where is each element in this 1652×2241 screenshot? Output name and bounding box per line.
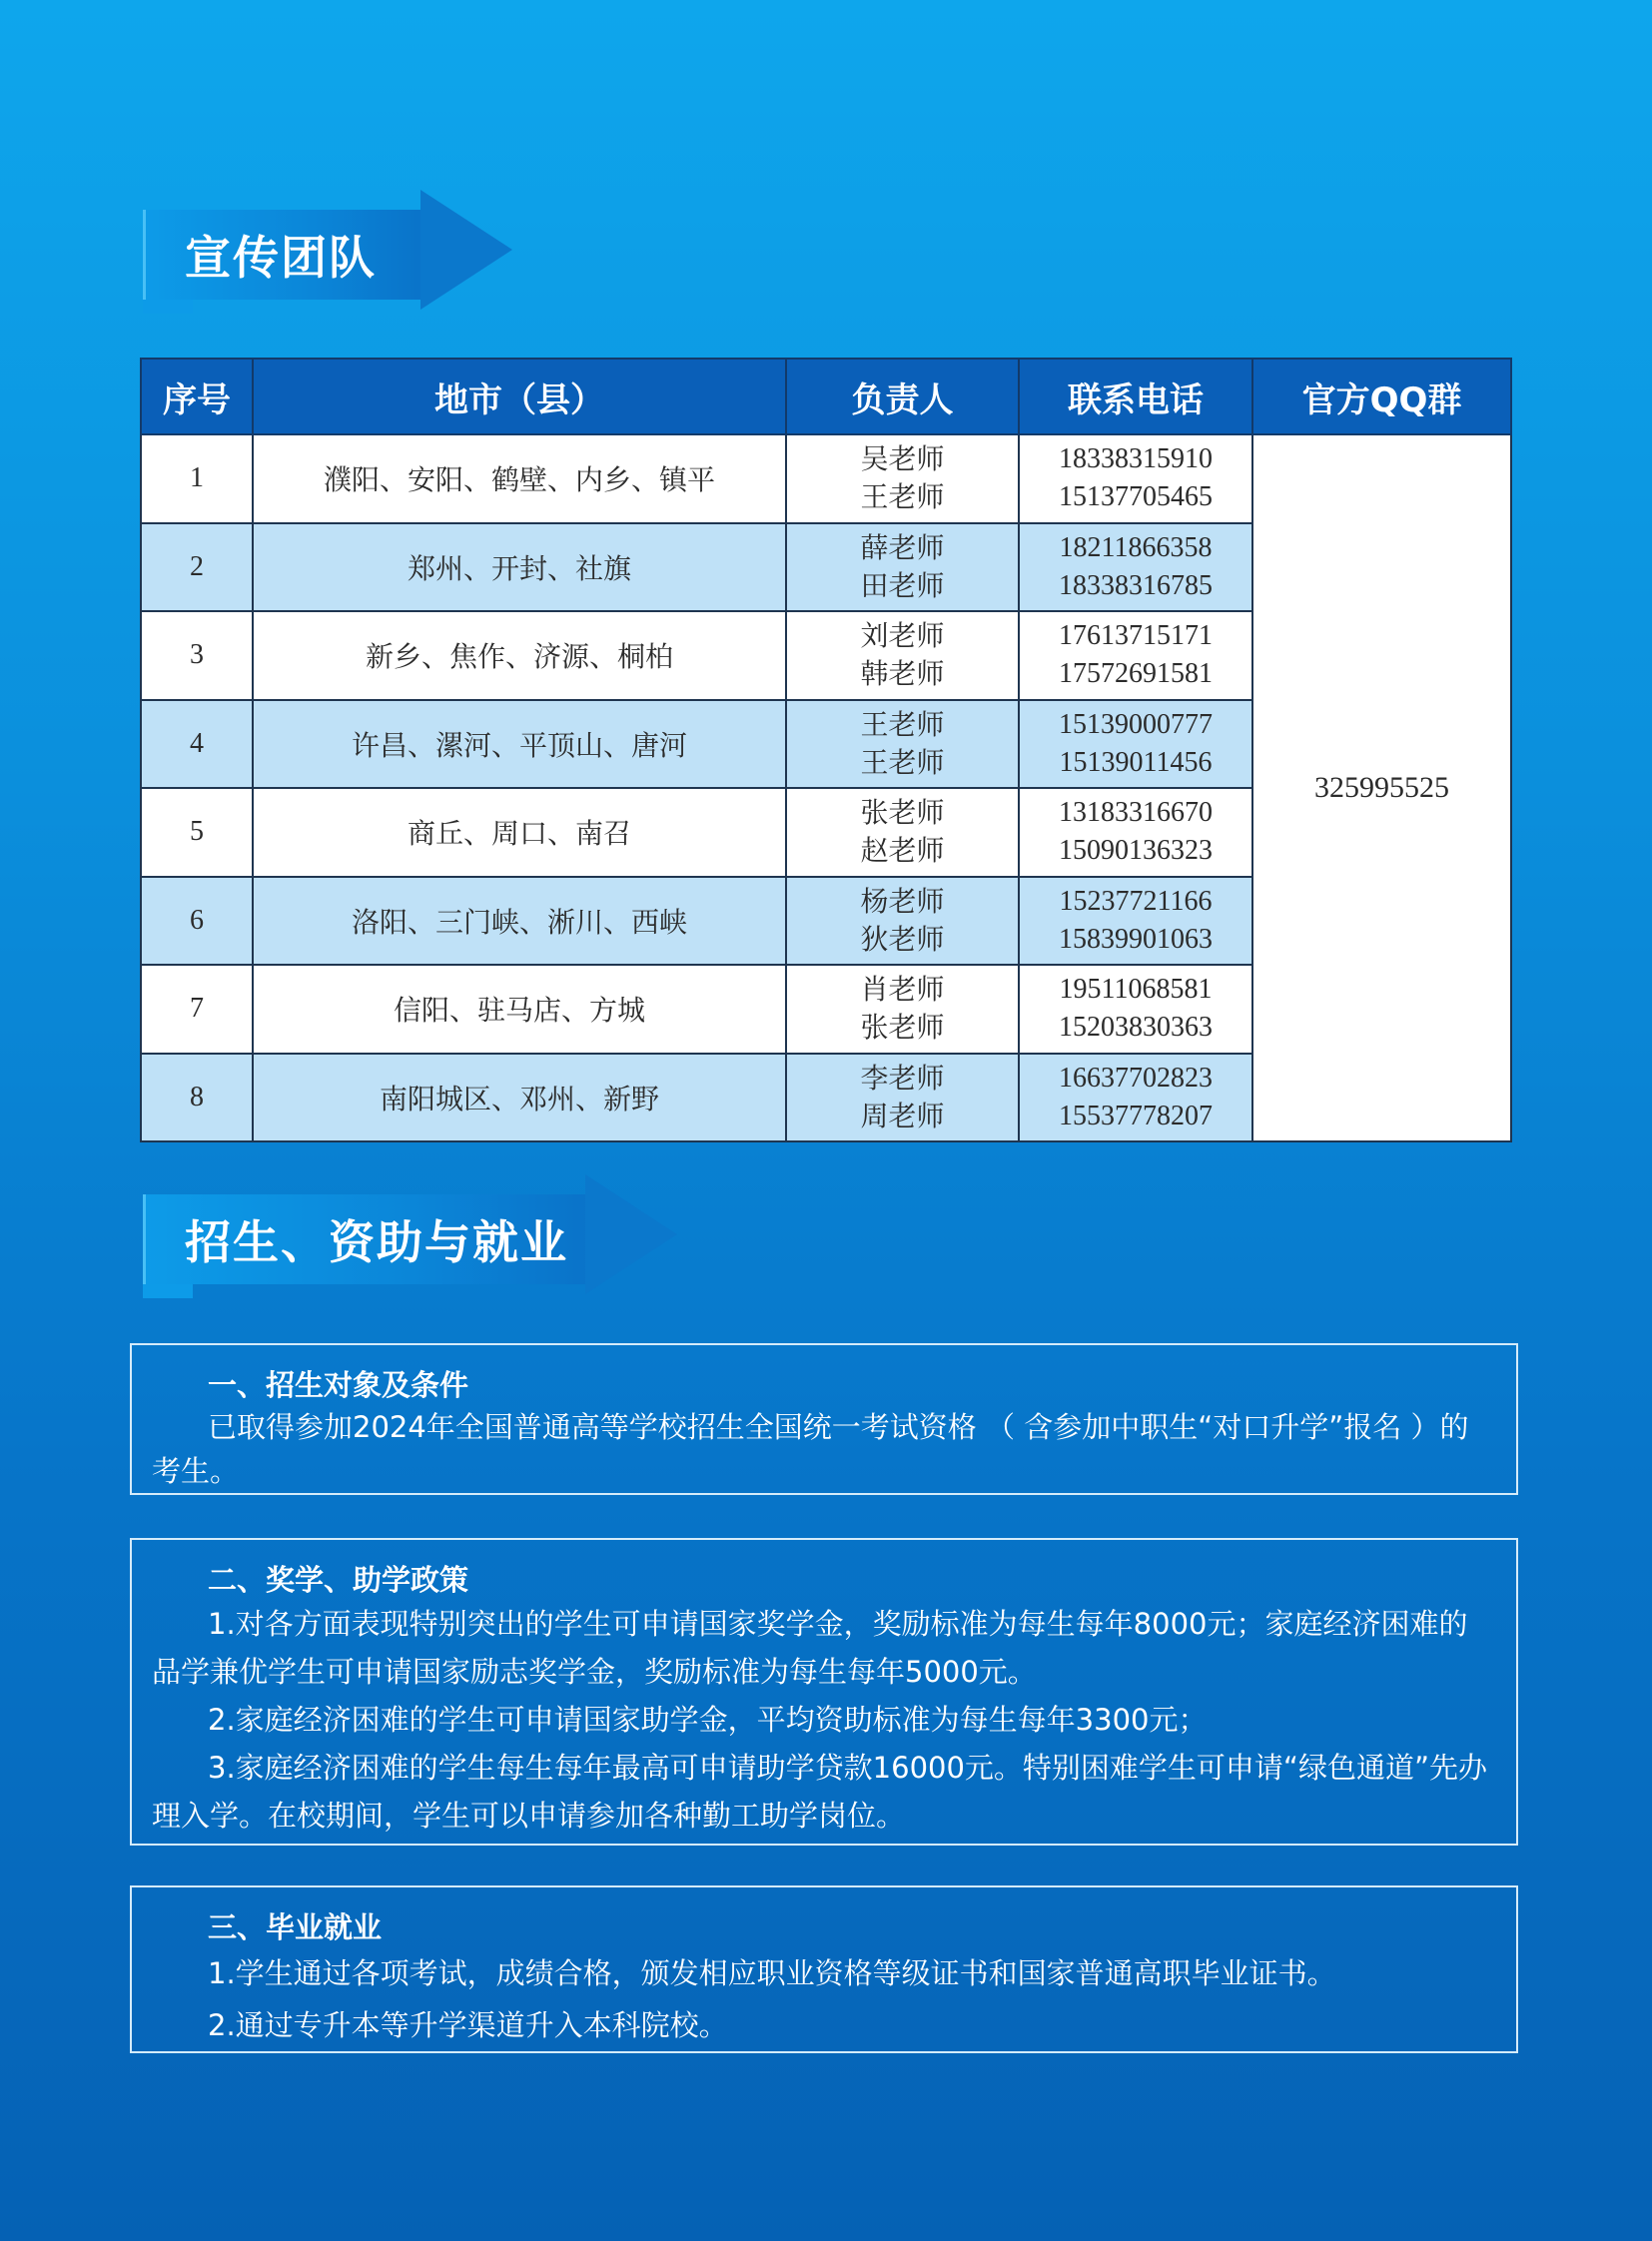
row-names	[786, 700, 1019, 789]
phone-number: 17572691581	[1059, 658, 1213, 690]
phone-number: 15237721166	[1059, 885, 1213, 917]
row-area: 新乡、焦作、济源、桐柏	[253, 611, 786, 700]
phone-number: 15203830363	[1059, 1012, 1213, 1044]
row-no: 7	[141, 965, 253, 1054]
table-header-row	[141, 359, 1511, 434]
enroll-title: 一、招生对象及条件	[208, 1368, 469, 1402]
contact-name: 薛老师	[860, 530, 945, 564]
header-no: 序号	[141, 359, 253, 434]
phone-number: 17613715171	[1059, 620, 1213, 652]
row-no: 3	[141, 611, 253, 700]
row-names	[786, 611, 1019, 700]
contact-name: 韩老师	[860, 657, 945, 691]
employ-title: 三、毕业就业	[208, 1910, 383, 1944]
contact-name: 狄老师	[860, 922, 945, 956]
employ-item: 2.通过专升本等升学渠道升入本科院校。	[208, 2008, 728, 2042]
row-no: 1	[141, 434, 253, 523]
section-title-team: 宣传团队	[185, 231, 377, 285]
aid-item: 2.家庭经济困难的学生可申请国家助学金，平均资助标准为每生每年3300元；	[208, 1703, 1208, 1737]
header-contact: 负责人	[786, 359, 1019, 434]
aid-box	[130, 1538, 1518, 1846]
contact-name: 张老师	[860, 1011, 945, 1045]
phone-number: 19511068581	[1059, 974, 1213, 1006]
row-area: 许昌、漯河、平顶山、唐河	[253, 700, 786, 789]
enroll-box	[130, 1343, 1518, 1495]
phone-number: 15139011456	[1059, 746, 1213, 778]
row-names	[786, 523, 1019, 612]
row-names	[786, 1054, 1019, 1142]
row-names	[786, 788, 1019, 877]
header-phone: 联系电话	[1019, 359, 1252, 434]
contact-name: 杨老师	[860, 884, 945, 918]
team-table	[140, 358, 1512, 1142]
phone-number: 18338315910	[1059, 443, 1213, 475]
phone-number: 13183316670	[1059, 797, 1213, 829]
phone-number: 15090136323	[1059, 835, 1213, 867]
qq-group: 325995525	[1252, 434, 1511, 1141]
contact-name: 田老师	[860, 568, 945, 602]
phone-number: 15537778207	[1059, 1100, 1213, 1131]
phone-number: 15137705465	[1059, 481, 1213, 513]
phone-number: 15139000777	[1059, 708, 1213, 740]
row-phones	[1019, 700, 1252, 789]
row-area: 洛阳、三门峡、淅川、西峡	[253, 877, 786, 966]
aid-item: 3.家庭经济困难的学生每生每年最高可申请助学贷款16000元。特别困难学生可申请“绿色通道”先办理入学。在校期间，学生可以申请参加各种勤工助学岗位。	[152, 1751, 1487, 1833]
table-row	[141, 434, 1511, 523]
team-section-banner	[143, 190, 512, 312]
row-names	[786, 434, 1019, 523]
row-no: 8	[141, 1054, 253, 1142]
contact-name: 吴老师	[860, 442, 945, 476]
header-qq: 官方QQ群	[1252, 359, 1511, 434]
phone-number: 15839901063	[1059, 923, 1213, 955]
contact-name: 李老师	[860, 1061, 945, 1095]
section-title-admission: 招生、资助与就业	[185, 1215, 568, 1269]
contact-name: 王老师	[860, 480, 945, 514]
aid-item: 1.对各方面表现特别突出的学生可申请国家奖学金，奖励标准为每生每年8000元；家庭经济困难的品学兼优学生可申请国家励志奖学金，奖励标准为每生每年5000元。	[152, 1607, 1468, 1689]
enroll-text: 已取得参加2024年全国普通高等学校招生全国统一考试资格 （ 含参加中职生“对口升学”报名 ）的考生。	[152, 1410, 1469, 1488]
row-names	[786, 965, 1019, 1054]
row-area: 商丘、周口、南召	[253, 788, 786, 877]
contact-name: 肖老师	[860, 973, 945, 1007]
row-phones	[1019, 965, 1252, 1054]
employ-item: 1.学生通过各项考试，成绩合格，颁发相应职业资格等级证书和国家普通高职毕业证书。	[208, 1956, 1336, 1990]
employ-box	[130, 1885, 1518, 2053]
row-phones	[1019, 877, 1252, 966]
contact-name: 王老师	[860, 707, 945, 741]
row-phones	[1019, 611, 1252, 700]
arrow-icon	[585, 1174, 677, 1294]
row-no: 2	[141, 523, 253, 612]
admission-section-banner	[143, 1174, 677, 1296]
arrow-icon	[420, 190, 512, 310]
row-names	[786, 877, 1019, 966]
row-area: 南阳城区、邓州、新野	[253, 1054, 786, 1142]
contact-name: 赵老师	[860, 834, 945, 868]
row-phones	[1019, 788, 1252, 877]
row-area: 濮阳、安阳、鹤壁、内乡、镇平	[253, 434, 786, 523]
row-area: 郑州、开封、社旗	[253, 523, 786, 612]
row-phones	[1019, 1054, 1252, 1142]
aid-title: 二、奖学、助学政策	[208, 1563, 469, 1597]
contact-name: 张老师	[860, 796, 945, 830]
contact-name: 刘老师	[860, 619, 945, 653]
contact-name: 王老师	[860, 745, 945, 779]
row-phones	[1019, 434, 1252, 523]
contact-name: 周老师	[860, 1099, 945, 1132]
header-area: 地市（县）	[253, 359, 786, 434]
row-no: 4	[141, 700, 253, 789]
row-no: 5	[141, 788, 253, 877]
row-phones	[1019, 523, 1252, 612]
phone-number: 16637702823	[1059, 1062, 1213, 1094]
phone-number: 18338316785	[1059, 569, 1213, 601]
row-area: 信阳、驻马店、方城	[253, 965, 786, 1054]
phone-number: 18211866358	[1059, 531, 1213, 563]
row-no: 6	[141, 877, 253, 966]
